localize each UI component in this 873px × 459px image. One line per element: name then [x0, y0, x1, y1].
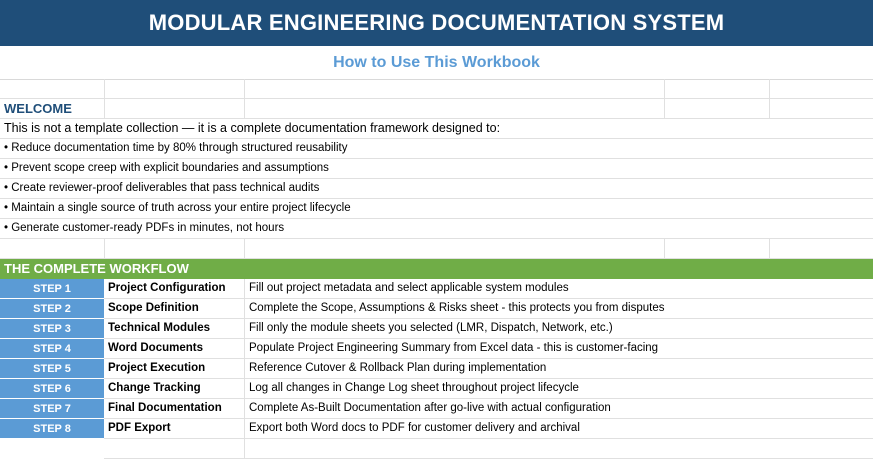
bullet-item: • Generate customer-ready PDFs in minutes, not hours — [4, 222, 285, 234]
step-name: Scope Definition — [104, 299, 245, 319]
empty-cell[interactable] — [104, 439, 245, 459]
workflow-step-row[interactable] — [0, 339, 873, 359]
workflow-step-row[interactable] — [0, 279, 873, 299]
step-label: STEP 5 — [0, 359, 104, 379]
welcome-heading-row[interactable] — [0, 99, 873, 119]
workflow-step-row[interactable] — [0, 359, 873, 379]
intro-row[interactable] — [0, 119, 873, 139]
blank-row[interactable] — [0, 439, 873, 459]
workflow-heading: THE COMPLETE WORKFLOW — [4, 261, 189, 276]
sheet-subtitle: How to Use This Workbook — [333, 53, 540, 71]
step-description: Complete the Scope, Assumptions & Risks sheet - this protects you from disputes — [245, 299, 873, 319]
step-label: STEP 4 — [0, 339, 104, 359]
workflow-step-row[interactable] — [0, 419, 873, 439]
empty-cell[interactable] — [245, 439, 873, 459]
step-description: Fill only the module sheets you selected (LMR, Dispatch, Network, etc.) — [245, 319, 873, 339]
sheet-title: MODULAR ENGINEERING DOCUMENTATION SYSTEM — [148, 10, 725, 35]
step-name: Change Tracking — [104, 379, 245, 399]
workflow-step-row[interactable] — [0, 299, 873, 319]
bullet-row[interactable] — [0, 219, 873, 239]
bullet-row[interactable] — [0, 179, 873, 199]
blank-row[interactable] — [0, 239, 873, 259]
sheet-title-banner — [0, 0, 873, 46]
workflow-step-row[interactable] — [0, 379, 873, 399]
bullet-item: • Maintain a single source of truth across your entire project lifecycle — [4, 202, 351, 214]
step-name: Project Execution — [104, 359, 245, 379]
step-name: Word Documents — [104, 339, 245, 359]
step-description: Reference Cutover & Rollback Plan during implementation — [245, 359, 873, 379]
step-description: Export both Word docs to PDF for customer delivery and archival — [245, 419, 873, 439]
step-description: Complete As-Built Documentation after go-live with actual configuration — [245, 399, 873, 419]
step-description: Log all changes in Change Log sheet throughout project lifecycle — [245, 379, 873, 399]
welcome-heading: WELCOME — [4, 99, 76, 118]
step-name: Technical Modules — [104, 319, 245, 339]
step-name: PDF Export — [104, 419, 245, 439]
step-name: Project Configuration — [104, 279, 245, 299]
step-name: Final Documentation — [104, 399, 245, 419]
bullet-item: • Prevent scope creep with explicit boundaries and assumptions — [4, 162, 329, 174]
workflow-heading-row[interactable] — [0, 259, 873, 279]
step-description: Populate Project Engineering Summary from Excel data - this is customer-facing — [245, 339, 873, 359]
workflow-step-row[interactable] — [0, 399, 873, 419]
step-label: STEP 8 — [0, 419, 104, 439]
sheet-subtitle-row — [0, 46, 873, 80]
step-label: STEP 3 — [0, 319, 104, 339]
bullet-item: • Create reviewer-proof deliverables that pass technical audits — [4, 182, 320, 194]
bullet-item: • Reduce documentation time by 80% through structured reusability — [4, 142, 348, 154]
step-label: STEP 6 — [0, 379, 104, 399]
welcome-intro: This is not a template collection — it is a complete documentation framework designed to: — [4, 121, 501, 135]
bullet-row[interactable] — [0, 199, 873, 219]
step-label: STEP 7 — [0, 399, 104, 419]
workflow-step-row[interactable] — [0, 319, 873, 339]
spreadsheet-grid — [0, 79, 873, 259]
bullet-row[interactable] — [0, 139, 873, 159]
step-label: STEP 1 — [0, 279, 104, 299]
step-label: STEP 2 — [0, 299, 104, 319]
step-description: Fill out project metadata and select applicable system modules — [245, 279, 873, 299]
bullet-row[interactable] — [0, 159, 873, 179]
blank-row[interactable] — [0, 79, 873, 99]
